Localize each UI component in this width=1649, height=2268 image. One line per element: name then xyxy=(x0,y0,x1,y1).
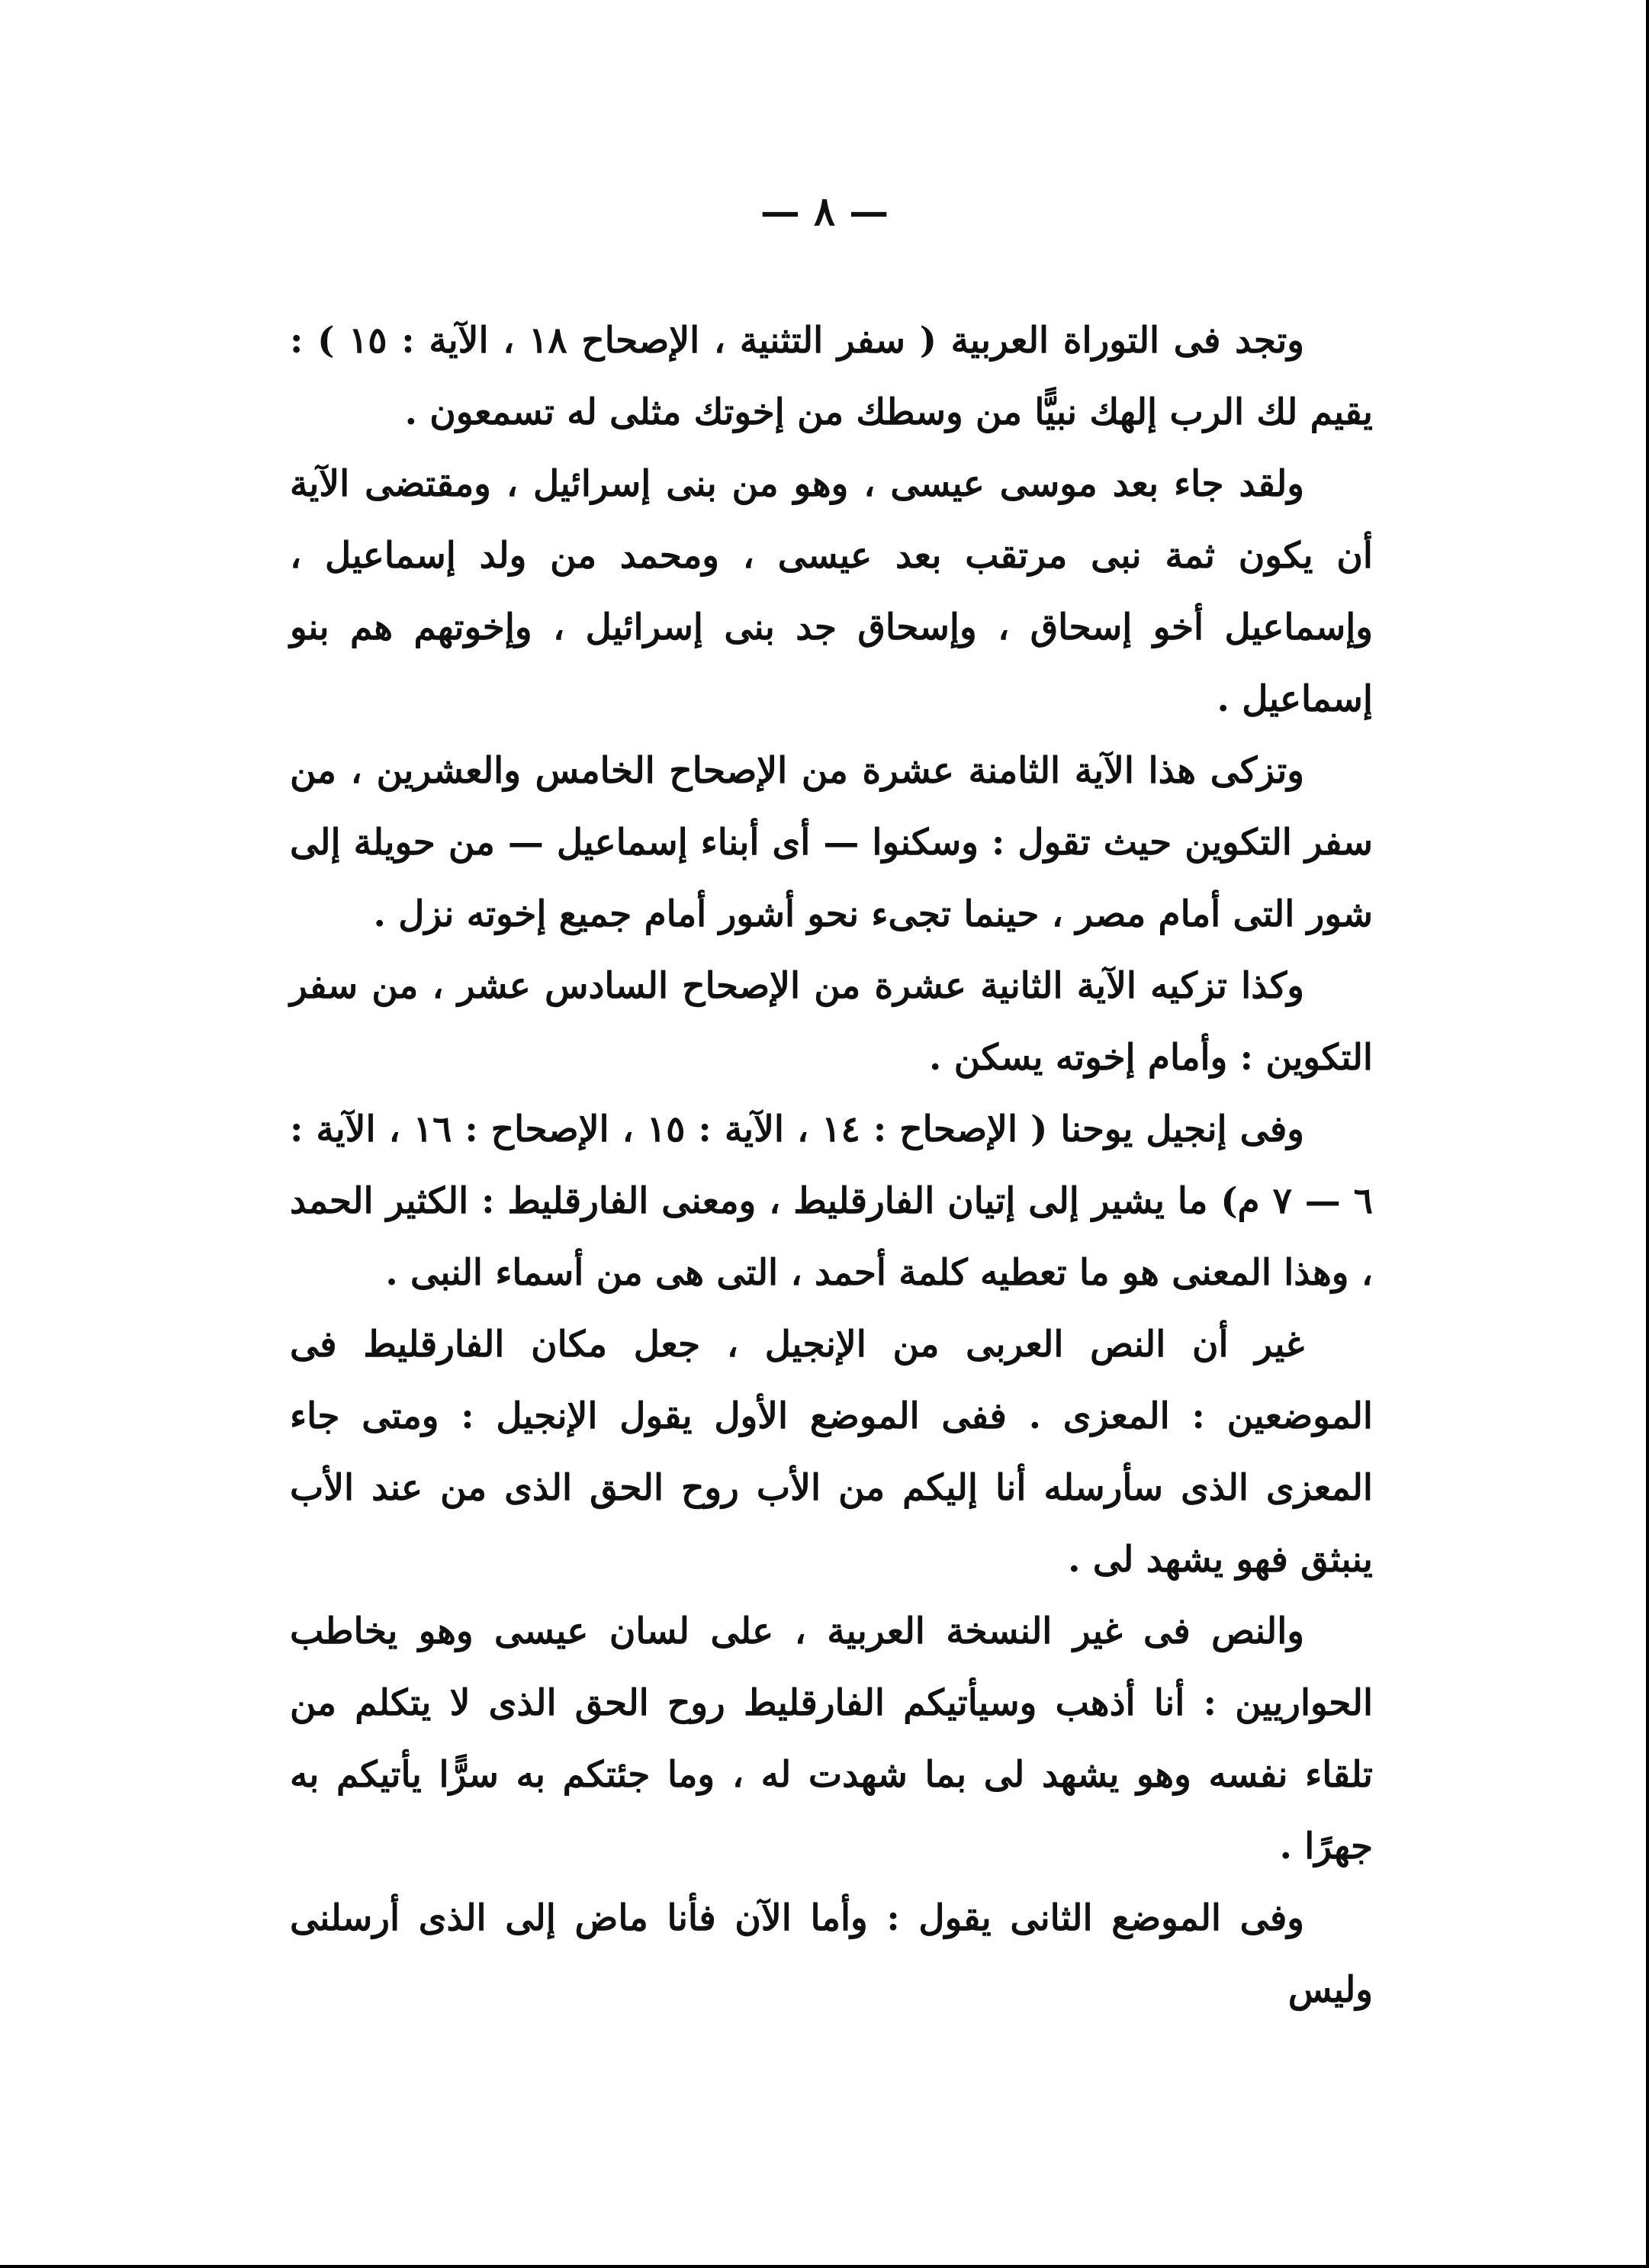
body-text xyxy=(290,305,1373,2026)
paragraph-8: وفى الموضع الثانى يقول : وأما الآن فأنا ماض إلى الذى أرسلنى وليس xyxy=(290,1897,1373,2011)
paragraph-4: وكذا تزكيه الآية الثانية عشرة من الإصحاح السادس عشر ، من سفر التكوين : وأمام إخوته يسكن . xyxy=(290,965,1373,1079)
paragraph-6: غير أن النص العربى من الإنجيل ، جعل مكان الفارقليط فى الموضعين : المعزى . ففى الموضع الأول يقول الإنجيل : ومتى جاء المعزى الذى سأرسله أنا إليكم من الأب روح الحق الذى من عند الأب ينبثق فهو يشهد لى . xyxy=(290,1324,1373,1581)
paragraph-7: والنص فى غير النسخة العربية ، على لسان عيسى وهو يخاطب الحواريين : أنا أذهب وسيأتيكم الفارقليط روح الحق الذى لا يتكلم من تلقاء نفسه وهو يشهد لى بما شهدت له ، وما جئتكم به سرًّا يأتيكم به جهرًا . xyxy=(290,1610,1373,1867)
paragraph-1: وتجد فى التوراة العربية ( سفر التثنية ، الإصحاح ١٨ ، الآية : ١٥ ) : يقيم لك الرب إلهك نبيًّا من وسطك من إخوتك مثلى له تسمعون . xyxy=(290,320,1373,433)
paragraph-3: وتزكى هذا الآية الثامنة عشرة من الإصحاح الخامس والعشرين ، من سفر التكوين حيث تقول : وسكنوا — أى أبناء إسماعيل — من حويلة إلى شور التى أمام مصر ، حينما تجىء نحو أشور أمام جميع إخوته نزل . xyxy=(290,750,1373,935)
paragraph-2: ولقد جاء بعد موسى عيسى ، وهو من بنى إسرائيل ، ومقتضى الآية أن يكون ثمة نبى مرتقب بعد عيسى ، ومحمد من ولد إسماعيل ، وإسماعيل أخو إسحاق ، وإسحاق جد بنى إسرائيل ، وإخوتهم هم بنو إسماعيل . xyxy=(290,463,1373,720)
page-number: — ٨ — xyxy=(760,188,889,235)
paragraph-5: وفى إنجيل يوحنا ( الإصحاح : ١٤ ، الآية : ١٥ ، الإصحاح : ١٦ ، الآية : ٦ — ٧ م) ما يشير إلى إتيان الفارقليط ، ومعنى الفارقليط : الكثير الحمد ، وهذا المعنى هو ما تعطيه كلمة أحمد ، التى هى من أسماء النبى . xyxy=(290,1108,1373,1294)
